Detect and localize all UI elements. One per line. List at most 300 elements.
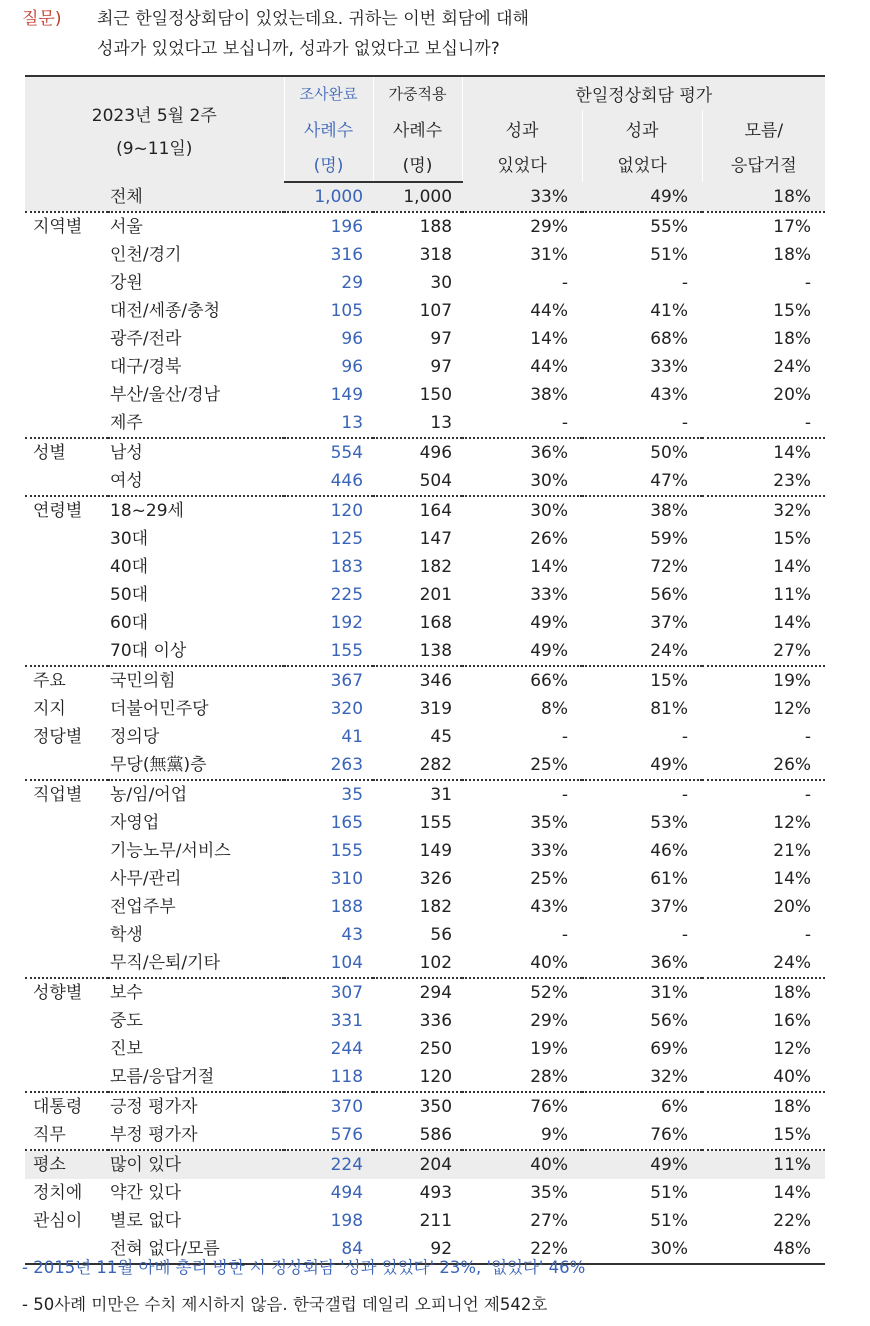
group-cell: 연령별 bbox=[25, 496, 108, 525]
table-row bbox=[25, 525, 825, 553]
pct-dk-cell: 14% bbox=[702, 438, 825, 467]
pct-yes-cell: 29% bbox=[462, 212, 582, 241]
pct-dk-cell: 11% bbox=[773, 585, 812, 605]
pct-yes-cell: - bbox=[561, 413, 569, 433]
eval-col-dk-l1: 모름/ bbox=[744, 121, 784, 141]
table-row bbox=[25, 695, 825, 723]
group-cell bbox=[25, 182, 108, 212]
subgroup-cell: 여성 bbox=[110, 471, 143, 491]
eval-col-yes bbox=[462, 110, 582, 182]
pct-yes-cell: - bbox=[561, 727, 569, 747]
pct-yes-cell: 31% bbox=[530, 245, 569, 265]
pct-no-cell: - bbox=[582, 780, 702, 809]
n-complete-cell: 494 bbox=[330, 1183, 364, 1203]
n-complete-cell: 41 bbox=[341, 727, 364, 747]
pct-yes-cell: 22% bbox=[462, 1235, 582, 1264]
table-row bbox=[25, 1207, 825, 1235]
n-weighted-cell: 188 bbox=[373, 212, 462, 241]
question-line-1: 최근 한일정상회담이 있었는데요. 귀하는 이번 회담에 대해 bbox=[97, 9, 529, 29]
pct-no-cell: 43% bbox=[650, 385, 689, 405]
subgroup-cell: 모름/응답거절 bbox=[110, 1067, 215, 1087]
pct-yes-cell: 44% bbox=[530, 357, 569, 377]
eval-col-no bbox=[582, 110, 702, 182]
n-weighted-cell: 318 bbox=[419, 245, 453, 265]
n-weighted-cell: 138 bbox=[419, 641, 453, 661]
n-weighted-cell: 56 bbox=[430, 925, 453, 945]
pct-yes-cell: 14% bbox=[530, 329, 569, 349]
n-weighted-cell: 102 bbox=[419, 953, 453, 973]
pct-no-cell: 37% bbox=[650, 613, 689, 633]
pct-no-cell: 51% bbox=[650, 1211, 689, 1231]
subgroup-cell: 긍정 평가자 bbox=[108, 1092, 284, 1121]
eval-col-dk bbox=[702, 110, 825, 182]
table-body bbox=[25, 182, 825, 1264]
table-row bbox=[25, 637, 825, 666]
pct-no-cell: - bbox=[681, 925, 689, 945]
pct-yes-cell: 49% bbox=[530, 613, 569, 633]
subgroup-cell: 30대 bbox=[110, 529, 149, 549]
n-weighted-cell: 346 bbox=[373, 666, 462, 695]
table-row bbox=[25, 496, 825, 525]
group-cell bbox=[25, 269, 108, 297]
group-cell: 관심이 bbox=[33, 1211, 83, 1231]
pct-yes-cell: 29% bbox=[530, 1011, 569, 1031]
pct-yes-cell: 43% bbox=[530, 897, 569, 917]
group-cell: 지지 bbox=[33, 699, 66, 719]
n-weighted-cell: 294 bbox=[373, 978, 462, 1007]
n-weighted-cell: 326 bbox=[419, 869, 453, 889]
pct-yes-cell: 44% bbox=[530, 301, 569, 321]
pct-dk-cell: 48% bbox=[702, 1235, 825, 1264]
n-complete-cell: 96 bbox=[341, 357, 364, 377]
pct-dk-cell: 24% bbox=[773, 357, 812, 377]
pct-no-cell: 32% bbox=[650, 1067, 689, 1087]
n-weighted-cell: 149 bbox=[419, 841, 453, 861]
pct-dk-cell: 12% bbox=[773, 1039, 812, 1059]
n-weighted-cell: 13 bbox=[430, 413, 453, 433]
pct-dk-cell: - bbox=[804, 413, 812, 433]
subgroup-cell: 진보 bbox=[110, 1039, 143, 1059]
table-row bbox=[25, 780, 825, 809]
n-complete-cell: 446 bbox=[330, 471, 364, 491]
pct-no-cell: 53% bbox=[650, 813, 689, 833]
table-row bbox=[25, 865, 825, 893]
pct-dk-cell: 15% bbox=[773, 1125, 812, 1145]
group-cell bbox=[25, 637, 108, 666]
table-row bbox=[25, 1007, 825, 1035]
pct-yes-cell: 35% bbox=[530, 813, 569, 833]
table-row bbox=[25, 751, 825, 780]
pct-dk-cell: 40% bbox=[773, 1067, 812, 1087]
pct-dk-cell: 14% bbox=[773, 613, 812, 633]
pct-no-cell: 55% bbox=[582, 212, 702, 241]
table-row bbox=[25, 837, 825, 865]
subgroup-cell: 학생 bbox=[110, 925, 143, 945]
n-complete-cell: 331 bbox=[330, 1011, 364, 1031]
n-complete-cell: 120 bbox=[284, 496, 373, 525]
n-weighted-cell: 319 bbox=[419, 699, 453, 719]
n-complete-cell: 125 bbox=[330, 529, 364, 549]
pct-dk-cell: 11% bbox=[702, 1150, 825, 1179]
pct-yes-cell: 30% bbox=[462, 496, 582, 525]
pct-yes-cell: 25% bbox=[530, 869, 569, 889]
subgroup-cell: 전혀 없다/모름 bbox=[108, 1235, 284, 1264]
group-cell: 직업별 bbox=[25, 780, 108, 809]
n-weighted-cell: 147 bbox=[419, 529, 453, 549]
n-complete-cell: 1,000 bbox=[284, 182, 373, 212]
group-cell: 주요 bbox=[25, 666, 108, 695]
n-complete-cell: 13 bbox=[341, 413, 364, 433]
n-complete-cell: 316 bbox=[330, 245, 364, 265]
pct-no-cell: 37% bbox=[650, 897, 689, 917]
pct-no-cell: - bbox=[681, 727, 689, 747]
group-cell bbox=[25, 837, 108, 865]
pct-no-cell: 49% bbox=[650, 755, 689, 775]
n-weighted-cell: 168 bbox=[419, 613, 453, 633]
col-complete-sub2: (명) bbox=[284, 146, 373, 182]
pct-dk-cell: - bbox=[804, 273, 812, 293]
group-cell bbox=[25, 1007, 108, 1035]
group-cell bbox=[25, 353, 108, 381]
n-complete-cell: 105 bbox=[330, 301, 364, 321]
pct-no-cell: 69% bbox=[650, 1039, 689, 1059]
group-cell bbox=[25, 325, 108, 353]
subgroup-cell: 국민의힘 bbox=[108, 666, 284, 695]
table-row bbox=[25, 1092, 825, 1121]
subgroup-cell: 강원 bbox=[110, 273, 143, 293]
n-weighted-cell: 182 bbox=[419, 557, 453, 577]
pct-dk-cell: 14% bbox=[773, 1183, 812, 1203]
pct-no-cell: 50% bbox=[582, 438, 702, 467]
n-weighted-cell: 155 bbox=[419, 813, 453, 833]
n-complete-cell: 576 bbox=[330, 1125, 364, 1145]
group-cell bbox=[25, 553, 108, 581]
pct-no-cell: 81% bbox=[650, 699, 689, 719]
group-cell bbox=[25, 467, 108, 496]
subgroup-cell: 제주 bbox=[110, 413, 143, 433]
question-text bbox=[22, 4, 529, 64]
table-row bbox=[25, 182, 825, 212]
n-complete-cell: 35 bbox=[284, 780, 373, 809]
pct-no-cell: 24% bbox=[650, 641, 689, 661]
n-weighted-cell: 97 bbox=[430, 329, 453, 349]
pct-no-cell: 56% bbox=[650, 585, 689, 605]
n-complete-cell: 198 bbox=[330, 1211, 364, 1231]
eval-col-dk-l2: 응답거절 bbox=[730, 156, 797, 176]
pct-dk-cell: 12% bbox=[773, 813, 812, 833]
pct-dk-cell: 18% bbox=[702, 1092, 825, 1121]
pct-yes-cell: - bbox=[561, 273, 569, 293]
subgroup-cell: 보수 bbox=[108, 978, 284, 1007]
group-cell bbox=[25, 525, 108, 553]
pct-no-cell: 76% bbox=[650, 1125, 689, 1145]
n-weighted-cell: 92 bbox=[373, 1235, 462, 1264]
pct-yes-cell: 49% bbox=[530, 641, 569, 661]
table-row bbox=[25, 1035, 825, 1063]
n-complete-cell: 370 bbox=[284, 1092, 373, 1121]
subgroup-cell: 대구/경북 bbox=[110, 357, 182, 377]
n-weighted-cell: 182 bbox=[419, 897, 453, 917]
pct-no-cell: 61% bbox=[650, 869, 689, 889]
n-weighted-cell: 204 bbox=[373, 1150, 462, 1179]
table-row bbox=[25, 666, 825, 695]
eval-col-no-l2: 없었다 bbox=[617, 156, 667, 176]
pct-dk-cell: 14% bbox=[773, 869, 812, 889]
pct-yes-cell: 36% bbox=[462, 438, 582, 467]
table-row bbox=[25, 467, 825, 496]
table-row bbox=[25, 1121, 825, 1150]
col-weighted-sub1: 사례수 bbox=[373, 110, 462, 146]
table-row bbox=[25, 297, 825, 325]
pct-yes-cell: 66% bbox=[462, 666, 582, 695]
n-weighted-cell: 586 bbox=[419, 1125, 453, 1145]
col-complete-sub1: 사례수 bbox=[284, 110, 373, 146]
n-complete-cell: 118 bbox=[330, 1067, 364, 1087]
pct-yes-cell: 25% bbox=[530, 755, 569, 775]
n-weighted-cell: 107 bbox=[419, 301, 453, 321]
table-row bbox=[25, 949, 825, 978]
n-weighted-cell: 250 bbox=[419, 1039, 453, 1059]
pct-dk-cell: 23% bbox=[773, 471, 812, 491]
group-cell: 정당별 bbox=[33, 727, 83, 747]
subgroup-cell: 전체 bbox=[108, 182, 284, 212]
pct-no-cell: - bbox=[681, 273, 689, 293]
table-row bbox=[25, 212, 825, 241]
pct-yes-cell: 40% bbox=[462, 1150, 582, 1179]
period-line-2: (9~11일) bbox=[116, 138, 193, 159]
group-cell: 지역별 bbox=[25, 212, 108, 241]
pct-no-cell: 31% bbox=[582, 978, 702, 1007]
pct-no-cell: 59% bbox=[650, 529, 689, 549]
n-complete-cell: 224 bbox=[284, 1150, 373, 1179]
col-weighted-sub2: (명) bbox=[373, 146, 462, 182]
pct-dk-cell: 18% bbox=[702, 978, 825, 1007]
pct-dk-cell: 19% bbox=[702, 666, 825, 695]
n-weighted-cell: 1,000 bbox=[373, 182, 462, 212]
pct-yes-cell: 26% bbox=[530, 529, 569, 549]
question-label: 질문) bbox=[22, 9, 62, 29]
table-row bbox=[25, 1179, 825, 1207]
table-row bbox=[25, 241, 825, 269]
subgroup-cell: 정의당 bbox=[110, 727, 160, 747]
n-weighted-cell: 336 bbox=[419, 1011, 453, 1031]
pct-no-cell: 49% bbox=[582, 182, 702, 212]
pct-dk-cell: 15% bbox=[773, 301, 812, 321]
pct-yes-cell: 8% bbox=[541, 699, 569, 719]
n-weighted-cell: 97 bbox=[430, 357, 453, 377]
n-complete-cell: 367 bbox=[284, 666, 373, 695]
pct-dk-cell: - bbox=[702, 780, 825, 809]
pct-no-cell: 6% bbox=[582, 1092, 702, 1121]
pct-dk-cell: 26% bbox=[773, 755, 812, 775]
eval-title: 한일정상회담 평가 bbox=[462, 76, 825, 110]
table-row bbox=[25, 438, 825, 467]
n-complete-cell: 225 bbox=[330, 585, 364, 605]
group-cell bbox=[25, 751, 108, 780]
footnote-2015: - 2015년 11월 아베 총리 방한 시 정상회담 '성과 있었다' 23%, '없었다' 46% bbox=[22, 1258, 586, 1277]
subgroup-cell: 남성 bbox=[108, 438, 284, 467]
subgroup-cell: 무직/은퇴/기타 bbox=[110, 953, 220, 973]
table-row bbox=[25, 609, 825, 637]
subgroup-cell: 사무/관리 bbox=[110, 869, 182, 889]
group-cell bbox=[25, 1063, 108, 1092]
subgroup-cell: 광주/전라 bbox=[110, 329, 182, 349]
n-complete-cell: 192 bbox=[330, 613, 364, 633]
subgroup-cell: 더불어민주당 bbox=[110, 699, 209, 719]
group-cell bbox=[25, 581, 108, 609]
subgroup-cell: 농/임/어업 bbox=[108, 780, 284, 809]
group-cell bbox=[25, 241, 108, 269]
n-complete-cell: 188 bbox=[330, 897, 364, 917]
pct-dk-cell: 20% bbox=[773, 385, 812, 405]
group-cell bbox=[25, 297, 108, 325]
subgroup-cell: 중도 bbox=[110, 1011, 143, 1031]
table-row bbox=[25, 381, 825, 409]
table-row bbox=[25, 409, 825, 438]
table-row bbox=[25, 893, 825, 921]
table-row bbox=[25, 921, 825, 949]
n-weighted-cell: 120 bbox=[419, 1067, 453, 1087]
pct-dk-cell: - bbox=[804, 925, 812, 945]
table-row bbox=[25, 1150, 825, 1179]
period-header bbox=[25, 76, 284, 182]
pct-yes-cell: 33% bbox=[530, 585, 569, 605]
subgroup-cell: 18~29세 bbox=[108, 496, 284, 525]
subgroup-cell: 40대 bbox=[110, 557, 149, 577]
group-cell bbox=[25, 381, 108, 409]
period-line-1: 2023년 5월 2주 bbox=[91, 105, 217, 126]
pct-yes-cell: 76% bbox=[462, 1092, 582, 1121]
table-row bbox=[25, 809, 825, 837]
group-cell bbox=[25, 1035, 108, 1063]
pct-yes-cell: 35% bbox=[530, 1183, 569, 1203]
pct-yes-cell: 19% bbox=[530, 1039, 569, 1059]
table-row bbox=[25, 325, 825, 353]
pct-yes-cell: 28% bbox=[530, 1067, 569, 1087]
group-cell: 대통령 bbox=[25, 1092, 108, 1121]
n-complete-cell: 43 bbox=[341, 925, 364, 945]
footnote-source: - 50사례 미만은 수치 제시하지 않음. 한국갤럽 데일리 오피니언 제542호 bbox=[22, 1295, 548, 1314]
subgroup-cell: 50대 bbox=[110, 585, 149, 605]
pct-no-cell: 41% bbox=[650, 301, 689, 321]
n-weighted-cell: 45 bbox=[430, 727, 453, 747]
pct-yes-cell: 52% bbox=[462, 978, 582, 1007]
group-cell: 평소 bbox=[25, 1150, 108, 1179]
pct-yes-cell: 9% bbox=[541, 1125, 569, 1145]
n-weighted-cell: 493 bbox=[419, 1183, 453, 1203]
eval-col-yes-l1: 성과 bbox=[505, 121, 539, 141]
n-complete-cell: 263 bbox=[330, 755, 364, 775]
pct-yes-cell: - bbox=[462, 780, 582, 809]
pct-dk-cell: 22% bbox=[773, 1211, 812, 1231]
subgroup-cell: 70대 이상 bbox=[110, 641, 187, 661]
group-cell: 정치에 bbox=[33, 1183, 83, 1203]
n-complete-cell: 310 bbox=[330, 869, 364, 889]
n-complete-cell: 244 bbox=[330, 1039, 364, 1059]
n-weighted-cell: 496 bbox=[373, 438, 462, 467]
subgroup-cell: 부산/울산/경남 bbox=[110, 385, 220, 405]
pct-dk-cell: 27% bbox=[773, 641, 812, 661]
group-cell bbox=[25, 893, 108, 921]
n-complete-cell: 155 bbox=[330, 641, 364, 661]
subgroup-cell: 자영업 bbox=[110, 813, 160, 833]
n-weighted-cell: 282 bbox=[419, 755, 453, 775]
subgroup-cell: 인천/경기 bbox=[110, 245, 182, 265]
n-weighted-cell: 211 bbox=[419, 1211, 453, 1231]
subgroup-cell: 부정 평가자 bbox=[110, 1125, 198, 1145]
subgroup-cell: 기능노무/서비스 bbox=[110, 841, 231, 861]
pct-yes-cell: 40% bbox=[530, 953, 569, 973]
n-complete-cell: 84 bbox=[284, 1235, 373, 1264]
n-weighted-cell: 164 bbox=[373, 496, 462, 525]
pct-yes-cell: 33% bbox=[462, 182, 582, 212]
n-complete-cell: 155 bbox=[330, 841, 364, 861]
question-line-2: 성과가 있었다고 보십니까, 성과가 없었다고 보십니까? bbox=[97, 39, 500, 59]
n-complete-cell: 29 bbox=[341, 273, 364, 293]
pct-dk-cell: 14% bbox=[773, 557, 812, 577]
table-row bbox=[25, 978, 825, 1007]
n-weighted-cell: 30 bbox=[430, 273, 453, 293]
pct-no-cell: 46% bbox=[650, 841, 689, 861]
pct-no-cell: 56% bbox=[650, 1011, 689, 1031]
pct-dk-cell: 16% bbox=[773, 1011, 812, 1031]
group-cell bbox=[25, 949, 108, 978]
n-complete-cell: 149 bbox=[330, 385, 364, 405]
pct-dk-cell: 18% bbox=[702, 182, 825, 212]
n-weighted-cell: 350 bbox=[373, 1092, 462, 1121]
eval-col-yes-l2: 있었다 bbox=[497, 156, 547, 176]
n-complete-cell: 96 bbox=[341, 329, 364, 349]
n-complete-cell: 554 bbox=[284, 438, 373, 467]
pct-no-cell: 33% bbox=[650, 357, 689, 377]
pct-yes-cell: 33% bbox=[530, 841, 569, 861]
pct-no-cell: 47% bbox=[650, 471, 689, 491]
pct-no-cell: - bbox=[681, 413, 689, 433]
pct-dk-cell: 24% bbox=[773, 953, 812, 973]
pct-dk-cell: - bbox=[804, 727, 812, 747]
pct-no-cell: 15% bbox=[582, 666, 702, 695]
pct-no-cell: 51% bbox=[650, 245, 689, 265]
n-complete-cell: 165 bbox=[330, 813, 364, 833]
col-weighted-title: 가중적용 bbox=[373, 76, 462, 110]
pct-no-cell: 38% bbox=[582, 496, 702, 525]
table-row bbox=[25, 553, 825, 581]
pct-dk-cell: 18% bbox=[773, 329, 812, 349]
pct-no-cell: 68% bbox=[650, 329, 689, 349]
pct-yes-cell: - bbox=[561, 925, 569, 945]
n-complete-cell: 307 bbox=[284, 978, 373, 1007]
pct-dk-cell: 20% bbox=[773, 897, 812, 917]
table-row bbox=[25, 723, 825, 751]
pct-yes-cell: 27% bbox=[530, 1211, 569, 1231]
subgroup-cell: 무당(無黨)층 bbox=[110, 755, 207, 775]
subgroup-cell: 별로 없다 bbox=[110, 1211, 182, 1231]
pct-dk-cell: 21% bbox=[773, 841, 812, 861]
group-cell bbox=[25, 809, 108, 837]
eval-col-no-l1: 성과 bbox=[625, 121, 659, 141]
group-cell bbox=[25, 409, 108, 438]
pct-yes-cell: 30% bbox=[530, 471, 569, 491]
table-row bbox=[25, 581, 825, 609]
pct-dk-cell: 15% bbox=[773, 529, 812, 549]
pct-no-cell: 30% bbox=[582, 1235, 702, 1264]
n-complete-cell: 104 bbox=[330, 953, 364, 973]
pct-yes-cell: 14% bbox=[530, 557, 569, 577]
table-row bbox=[25, 1063, 825, 1092]
pct-dk-cell: 18% bbox=[773, 245, 812, 265]
n-weighted-cell: 31 bbox=[373, 780, 462, 809]
pct-dk-cell: 32% bbox=[702, 496, 825, 525]
